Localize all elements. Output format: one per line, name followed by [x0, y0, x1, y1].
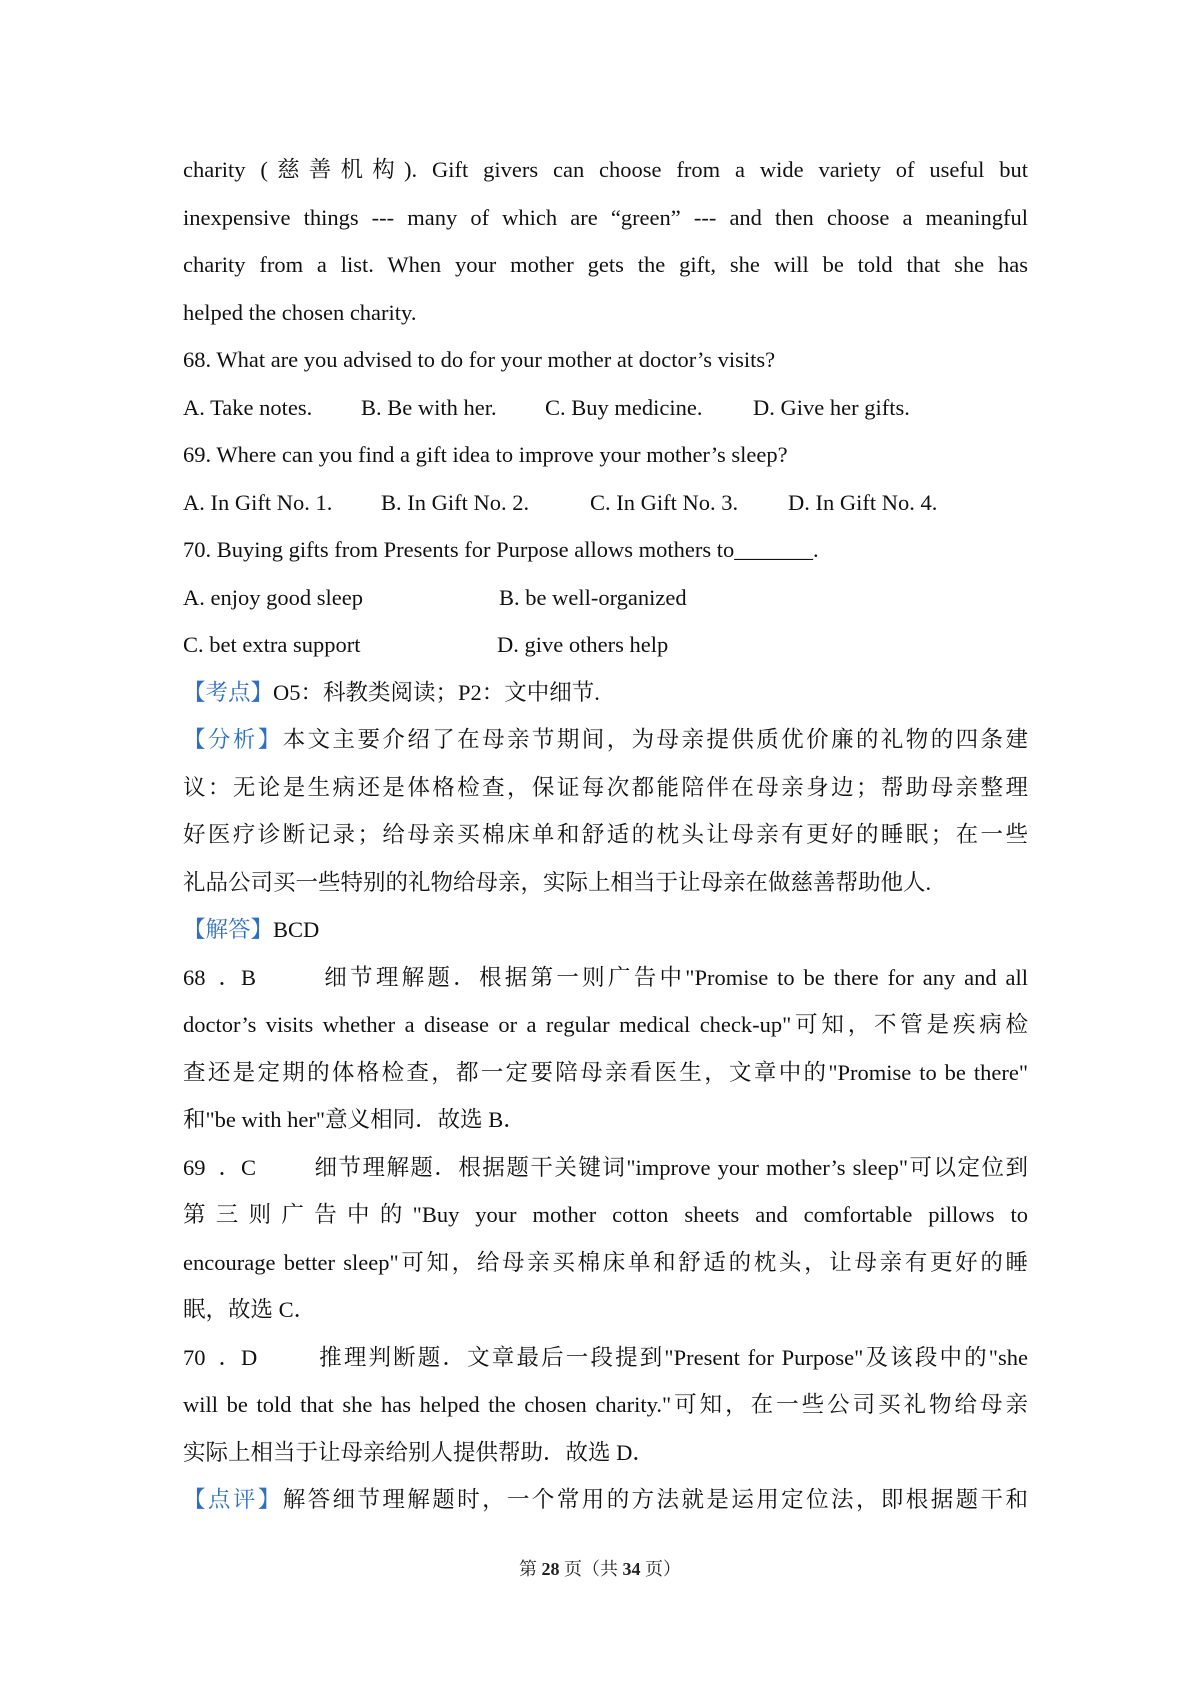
option-d: D. Give her gifts. [753, 394, 910, 420]
question-68-options [183, 384, 1028, 432]
document-page [183, 146, 1028, 1524]
answer-line: 推理判断题．文章最后一段提到"Present for Purpose"及该段中的"she [317, 1344, 1028, 1370]
answer-line: encourage better sleep"可知，给母亲买棉床单和舒适的枕头，让母亲有更好的睡 [183, 1249, 1028, 1275]
jieda-section [183, 906, 1028, 954]
option-d: D. In Gift No. 4. [788, 489, 938, 515]
passage-line: charity from a list. When your mother gets the gift, she will be told that she has [183, 252, 1028, 277]
current-page-number: 28 [541, 1559, 560, 1579]
kaodian-text: O5：科教类阅读；P2：文中细节. [273, 679, 600, 705]
passage-line: charity (慈善机构). Gift givers can choose from a wide variety of useful but [183, 157, 1028, 182]
answer-line: 细节理解题．根据第一则广告中"Promise to be there for any and all [321, 964, 1028, 990]
page-footer [0, 1555, 1200, 1581]
answer-line: will be told that she has helped the chosen charity."可知，在一些公司买礼物给母亲 [183, 1392, 1028, 1417]
fenxi-line: 本文主要介绍了在母亲节期间，为母亲提供质优价廉的礼物的四条建 [282, 727, 1028, 752]
answer-69 [183, 1144, 1028, 1192]
option-c: C. In Gift No. 3. [590, 489, 739, 515]
dianping-tag: 【点评】 [183, 1487, 283, 1512]
answer-line: 眠，故选 C． [183, 1297, 317, 1322]
option-b: B. be well-organized [499, 584, 687, 610]
answer-letter: C [241, 1154, 257, 1180]
kaodian-tag: 【考点】 [183, 679, 274, 705]
question-68-stem: 68. What are you advised to do for your mother at doctor’s visits? [183, 347, 776, 372]
jieda-tag: 【解答】 [183, 917, 274, 942]
total-page-number: 34 [622, 1559, 641, 1579]
answer-line: 查还是定期的体格检查，都一定要陪母亲看医生，文章中的"Promise to be there" [183, 1059, 1028, 1085]
answer-line: 细节理解题．根据题干关键词"improve your mother’s sleep"可以定位到 [313, 1154, 1028, 1180]
option-c: C. bet extra support [183, 632, 361, 657]
answer-68 [183, 954, 1028, 1002]
fenxi-tag: 【分析】 [183, 727, 283, 752]
answer-line: doctor’s visits whether a disease or a regular medical check-up"可知，不管是疾病检 [183, 1012, 1028, 1037]
question-70-stem: 70. Buying gifts from Presents for Purpose allows mothers to_______. [183, 537, 819, 562]
jieda-answer: BCD [273, 917, 320, 942]
kaodian-section [183, 669, 1028, 717]
answer-number: 69． [183, 1154, 241, 1180]
answer-letter: B [241, 964, 257, 990]
fenxi-line: 礼品公司买一些特别的礼物给母亲，实际上相当于让母亲在做慈善帮助他人. [183, 869, 932, 895]
passage-line: inexpensive things --- many of which are “green” --- and then choose a meaningful [183, 204, 1028, 230]
footer-suffix: 页） [640, 1559, 681, 1579]
option-b: B. In Gift No. 2. [381, 489, 530, 515]
answer-number: 70． [183, 1344, 241, 1370]
option-a: A. Take notes. [183, 394, 313, 420]
answer-number: 68． [183, 964, 241, 990]
option-c: C. Buy medicine. [545, 394, 703, 420]
option-a: A. In Gift No. 1. [183, 489, 333, 515]
answer-line: 第三则广告中的"Buy your mother cotton sheets and comfortable pillows to [183, 1202, 1028, 1227]
fenxi-line: 议：无论是生病还是体格检查，保证每次都能陪伴在母亲身边；帮助母亲整理 [183, 774, 1028, 800]
question-69-options [183, 479, 1028, 527]
dianping-text: 解答细节理解题时，一个常用的方法就是运用定位法，即根据题干和 [282, 1487, 1028, 1512]
question-70-options-row1 [183, 574, 1028, 622]
passage-line: helped the chosen charity. [183, 299, 417, 325]
answer-line: 实际上相当于让母亲给别人提供帮助．故选 D． [183, 1439, 655, 1465]
fenxi-section [183, 716, 1028, 764]
option-d: D. give others help [497, 632, 669, 657]
question-69-stem: 69. Where can you find a gift idea to improve your mother’s sleep? [183, 442, 788, 467]
answer-letter: D [241, 1344, 258, 1370]
answer-70 [183, 1334, 1028, 1382]
answer-line: 和"be with her"意义相同．故选 B． [183, 1107, 526, 1132]
footer-middle: 页（共 [559, 1559, 623, 1579]
question-70-options-row2 [183, 621, 1028, 669]
dianping-section [183, 1476, 1028, 1524]
fenxi-line: 好医疗诊断记录；给母亲买棉床单和舒适的枕头让母亲有更好的睡眠；在一些 [183, 822, 1028, 847]
footer-prefix: 第 [519, 1559, 542, 1579]
option-a: A. enjoy good sleep [183, 584, 363, 610]
option-b: B. Be with her. [361, 394, 497, 420]
